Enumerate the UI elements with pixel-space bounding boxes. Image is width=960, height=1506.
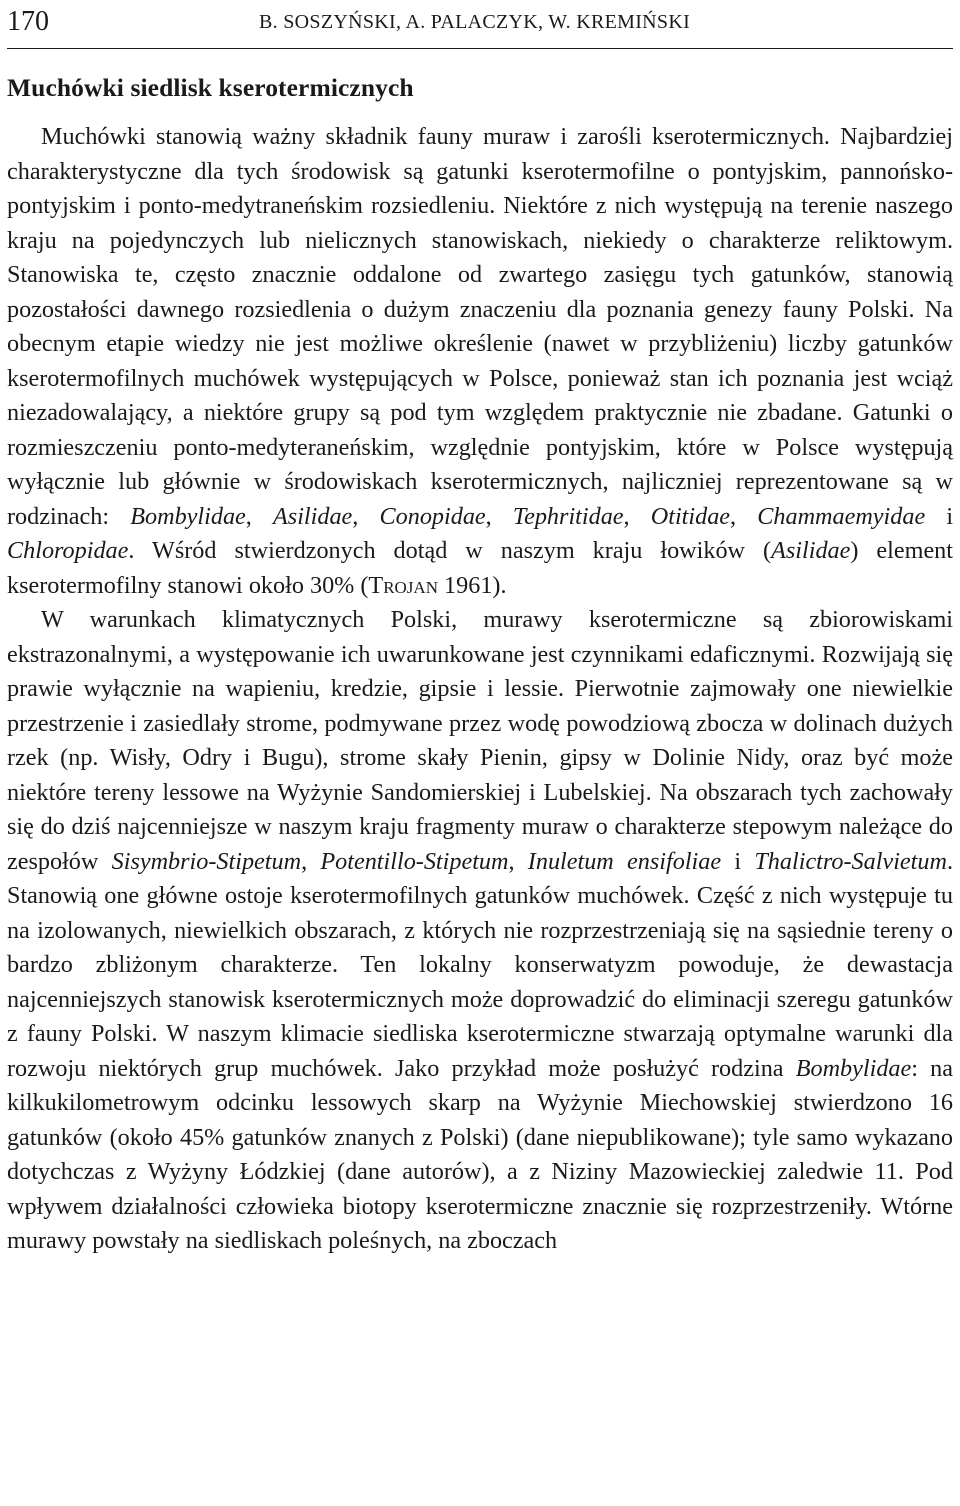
text-run: , — [730, 502, 758, 530]
text-run: , — [245, 502, 273, 530]
running-header-authors: B. SOSZYŃSKI, A. PALACZYK, W. KREMIŃSKI — [259, 11, 691, 33]
text-run: 1961). — [437, 571, 507, 599]
text-run: : na kilkukilometrowym odcinku lessowych skarp na Wyżynie Miechowskiej stwierdzono 16 gatunków (około 45% gatunków znanych z Polski) (dane niepublikowane); tyle samo wykazano dotychczas z Wyżyny Łódzkiej (dane autorów), a z Niziny Mazowieckiej zaledwie 11. Pod wpływem działalności człowieka biotopy kserotermiczne znacznie się rozprzestrzeniły. Wtórne murawy powstały na siedliskach poleśnych, na zboczach — [7, 1054, 953, 1254]
italic-taxon-name: Chloropidae — [7, 537, 129, 564]
italic-taxon-name: Chammaemyidae — [757, 502, 926, 530]
italic-taxon-name: Bombylidae — [130, 502, 246, 530]
text-run: . Wśród stwierdzonych dotąd w naszym kraju łowików ( — [128, 537, 772, 564]
italic-taxon-name: Bombylidae — [795, 1054, 912, 1082]
italic-taxon-name: Inuletum ensifoliae — [527, 847, 722, 875]
italic-taxon-name: Tephritidae — [512, 502, 624, 530]
body-text — [7, 120, 953, 1259]
italic-taxon-name: Otitidae — [650, 502, 731, 530]
text-run: , — [352, 502, 380, 530]
italic-taxon-name: Asilidae — [771, 537, 851, 564]
text-run: i — [925, 502, 954, 530]
italic-taxon-name: Potentillo-Stipetum — [320, 847, 509, 875]
text-run: , — [508, 847, 528, 875]
italic-taxon-name: Asilidae — [273, 502, 353, 530]
body-paragraph — [7, 120, 953, 603]
text-run: ) element kserotermofilny stanowi około 30% ( — [7, 537, 953, 599]
document-page — [7, 0, 953, 1259]
italic-taxon-name: Thalictro-Salvietum — [754, 847, 947, 875]
page-number: 170 — [7, 6, 49, 37]
italic-taxon-name: Conopidae — [379, 502, 486, 530]
text-run: , — [301, 847, 321, 875]
text-run: , — [485, 502, 513, 530]
body-paragraph — [7, 603, 953, 1259]
text-run: i — [721, 847, 755, 875]
running-header — [7, 0, 953, 49]
text-run: , — [623, 502, 651, 530]
text-run: Muchówki stanowią ważny składnik fauny muraw i zarośli kserotermicznych. Najbardziej charakterystyczne dla tych środowisk są gatunki kserotermofilne o pontyjskim, pannońsko-pontyjskim i ponto-medytraneńskim rozsiedleniu. Niektóre z nich występują na terenie naszego kraju na pojedynczych lub nielicznych stanowiskach, niekiedy o charakterze reliktowym. Stanowiska te, często znacznie oddalone od zwartego zasięgu tych gatunków, stanowią pozostałości dawnego rozsiedlenia o dużym znaczeniu dla poznania genezy fauny Polski. Na obecnym etapie wiedzy nie jest możliwe określenie (nawet w przybliżeniu) liczby gatunków kserotermofilnych muchówek występujących w Polsce, ponieważ stan ich poznania jest wciąż niezadowalający, a niektóre grupy są pod tym względem praktycznie nie zbadane. Gatunki o rozmieszczeniu ponto-medyteraneńskim, względnie pontyjskim, które w Polsce występują wyłącznie lub głównie w środowiskach kserotermicznych, najliczniej reprezentowane są w rodzinach: — [7, 123, 953, 530]
section-heading: Muchówki siedlisk kserotermicznych — [7, 73, 414, 102]
citation-author: Trojan — [368, 571, 438, 599]
text-run: . Stanowią one główne ostoje kserotermofilnych gatunków muchówek. Część z nich występuje tu na izolowanych, niewielkich obszarach, z których nie rozprzestrzeniają się na sąsiednie tereny o bardzo zbliżonym charakterze. Ten lokalny konserwatyzm powoduje, że dewastacja najcenniejszych stanowisk kserotermicznych może doprowadzić do eliminacji szeregu gatunków z fauny Polski. W naszym klimacie siedliska kserotermiczne stwarzają optymalne warunki dla rozwoju niektórych grup muchówek. Jako przykład może posłużyć rodzina — [7, 847, 953, 1082]
text-run: W warunkach klimatycznych Polski, murawy kserotermiczne są zbiorowiskami ekstrazonalnymi, a występowanie ich uwarunkowane jest czynnikami edaficznymi. Rozwijają się prawie wyłącznie na wapieniu, kredzie, gipsie i lessie. Pierwotnie zajmowały one niewielkie przestrzenie i zasiedlały strome, podmywane przez wodę powodziową zbocza w dolinach dużych rzek (np. Wisły, Odry i Bugu), strome skały Pienin, gipsy w Dolinie Nidy, oraz być może niektóre tereny lessowe na Wyżynie Sandomierskiej i Lubelskiej. Na obszarach tych zachowały się do dziś najcenniejsze w naszym kraju fragmenty muraw o charakterze stepowym należące do zespołów — [7, 606, 953, 875]
italic-taxon-name: Sisymbrio-Stipetum — [111, 847, 302, 875]
